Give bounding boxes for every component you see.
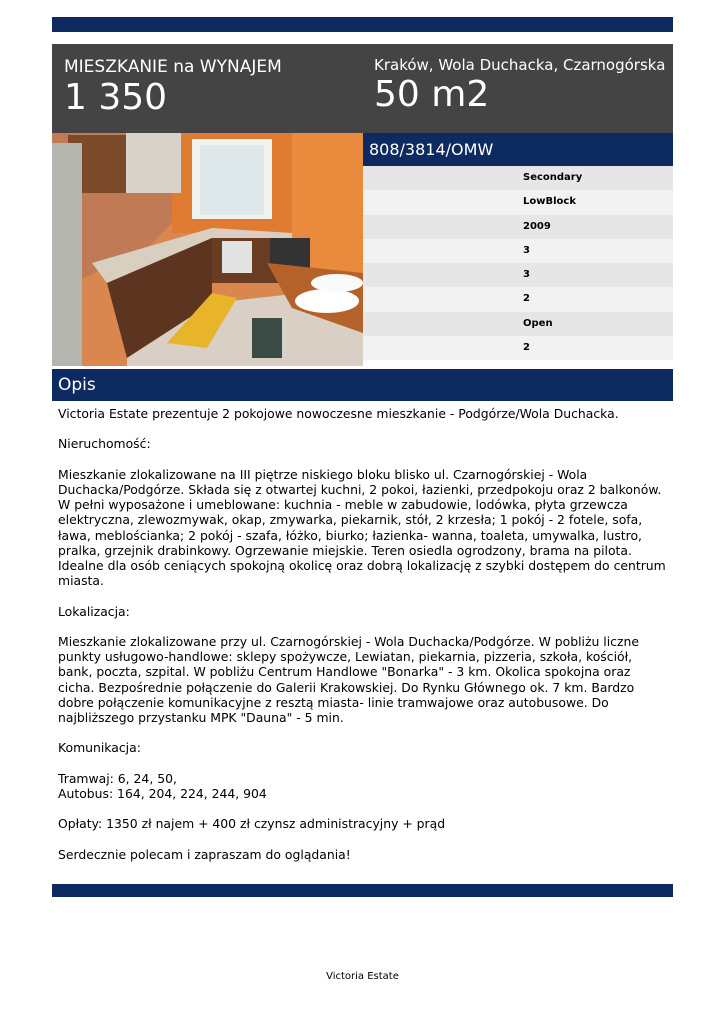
property-row: 3	[363, 263, 673, 287]
property-row: 2	[363, 336, 673, 360]
header-right	[374, 55, 665, 116]
listing-location: Kraków, Wola Duchacka, Czarnogórska	[374, 56, 666, 74]
kitchen-photo	[52, 133, 363, 366]
property-row: 3	[363, 239, 673, 263]
property-row: Open	[363, 312, 673, 336]
description-heading: Opis	[52, 369, 673, 401]
property-details-list	[363, 166, 673, 360]
description-text: Victoria Estate prezentuje 2 pokojowe nowoczesne mieszkanie - Podgórze/Wola Duchacka. Nieruchomość: Mieszkanie zlokalizowane na III piętrze niskiego bloku blisko ul. Czarnogórskiej - Wola Duchacka/Podgórze. Składa się z otwartej kuchni, 2 pokoi, łazienki, przedpokoju oraz 2 balkonów. W pełni wyposażone i umeblowane: kuchnia - meble w zabudowie, lodówka, płyta grzewcza elektryczna, zlewozmywak, okap, zmywarka, piekarnik, stół, 2 krzesła; 1 pokój - 2 fotele, sofa, ława, meblościanka; 2 pokój - szafa, łóżko, biurko; łazienka- wanna, toaleta, umywalka, lustro, pralka, grzejnik drabinkowy. Ogrzewanie miejskie. Teren osiedla ogrodzony, brama na pilota. Idealne dla osób ceniących spokojną okolicę oraz dobrą lokalizację z szybki dostępem do centrum miasta. Lokalizacja: Mieszkanie zlokalizowane przy ul. Czarnogórskiej - Wola Duchacka/Podgórze. W pobliżu liczne punkty usługowo-handlowe: sklepy spożywcze, Lewiatan, piekarnia, pizzeria, szkoła, kościół, bank, poczta, szpital. W pobliżu Centrum Handlowe "Bonarka" - 3 km. Okolica spokojna oraz cicha. Bezpośrednie połączenie do Galerii Krakowskiej. Do Rynku Głównego ok. 7 km. Bardzo dobre połączenie komunikacyjne z resztą miasta- linie tramwajowe oraz autobusowe. Do najbliższego przystanku MPK "Dauna" - 5 min. Komunikacja: Tramwaj: 6, 24, 50, Autobus: 164, 204, 224, 244, 904 Opłaty: 1350 zł najem + 400 zł czynsz administracyjny + prąd Serdecznie polecam i zapraszam do oglądania!	[58, 406, 666, 862]
property-row: LowBlock	[363, 190, 673, 214]
property-row: 2	[363, 287, 673, 311]
listing-type: MIESZKANIE na WYNAJEM	[64, 57, 282, 77]
bottom-accent-bar	[52, 884, 673, 897]
listing-price: 1 350	[64, 77, 168, 118]
top-accent-bar	[52, 17, 673, 32]
header-left	[64, 56, 282, 119]
listing-header	[52, 44, 673, 133]
property-row: 2009	[363, 215, 673, 239]
listing-area: 50 m2	[374, 74, 490, 115]
reference-number: 808/3814/OMW	[363, 133, 673, 166]
property-row: Secondary	[363, 166, 673, 190]
footer-agency-name: Victoria Estate	[326, 971, 399, 982]
